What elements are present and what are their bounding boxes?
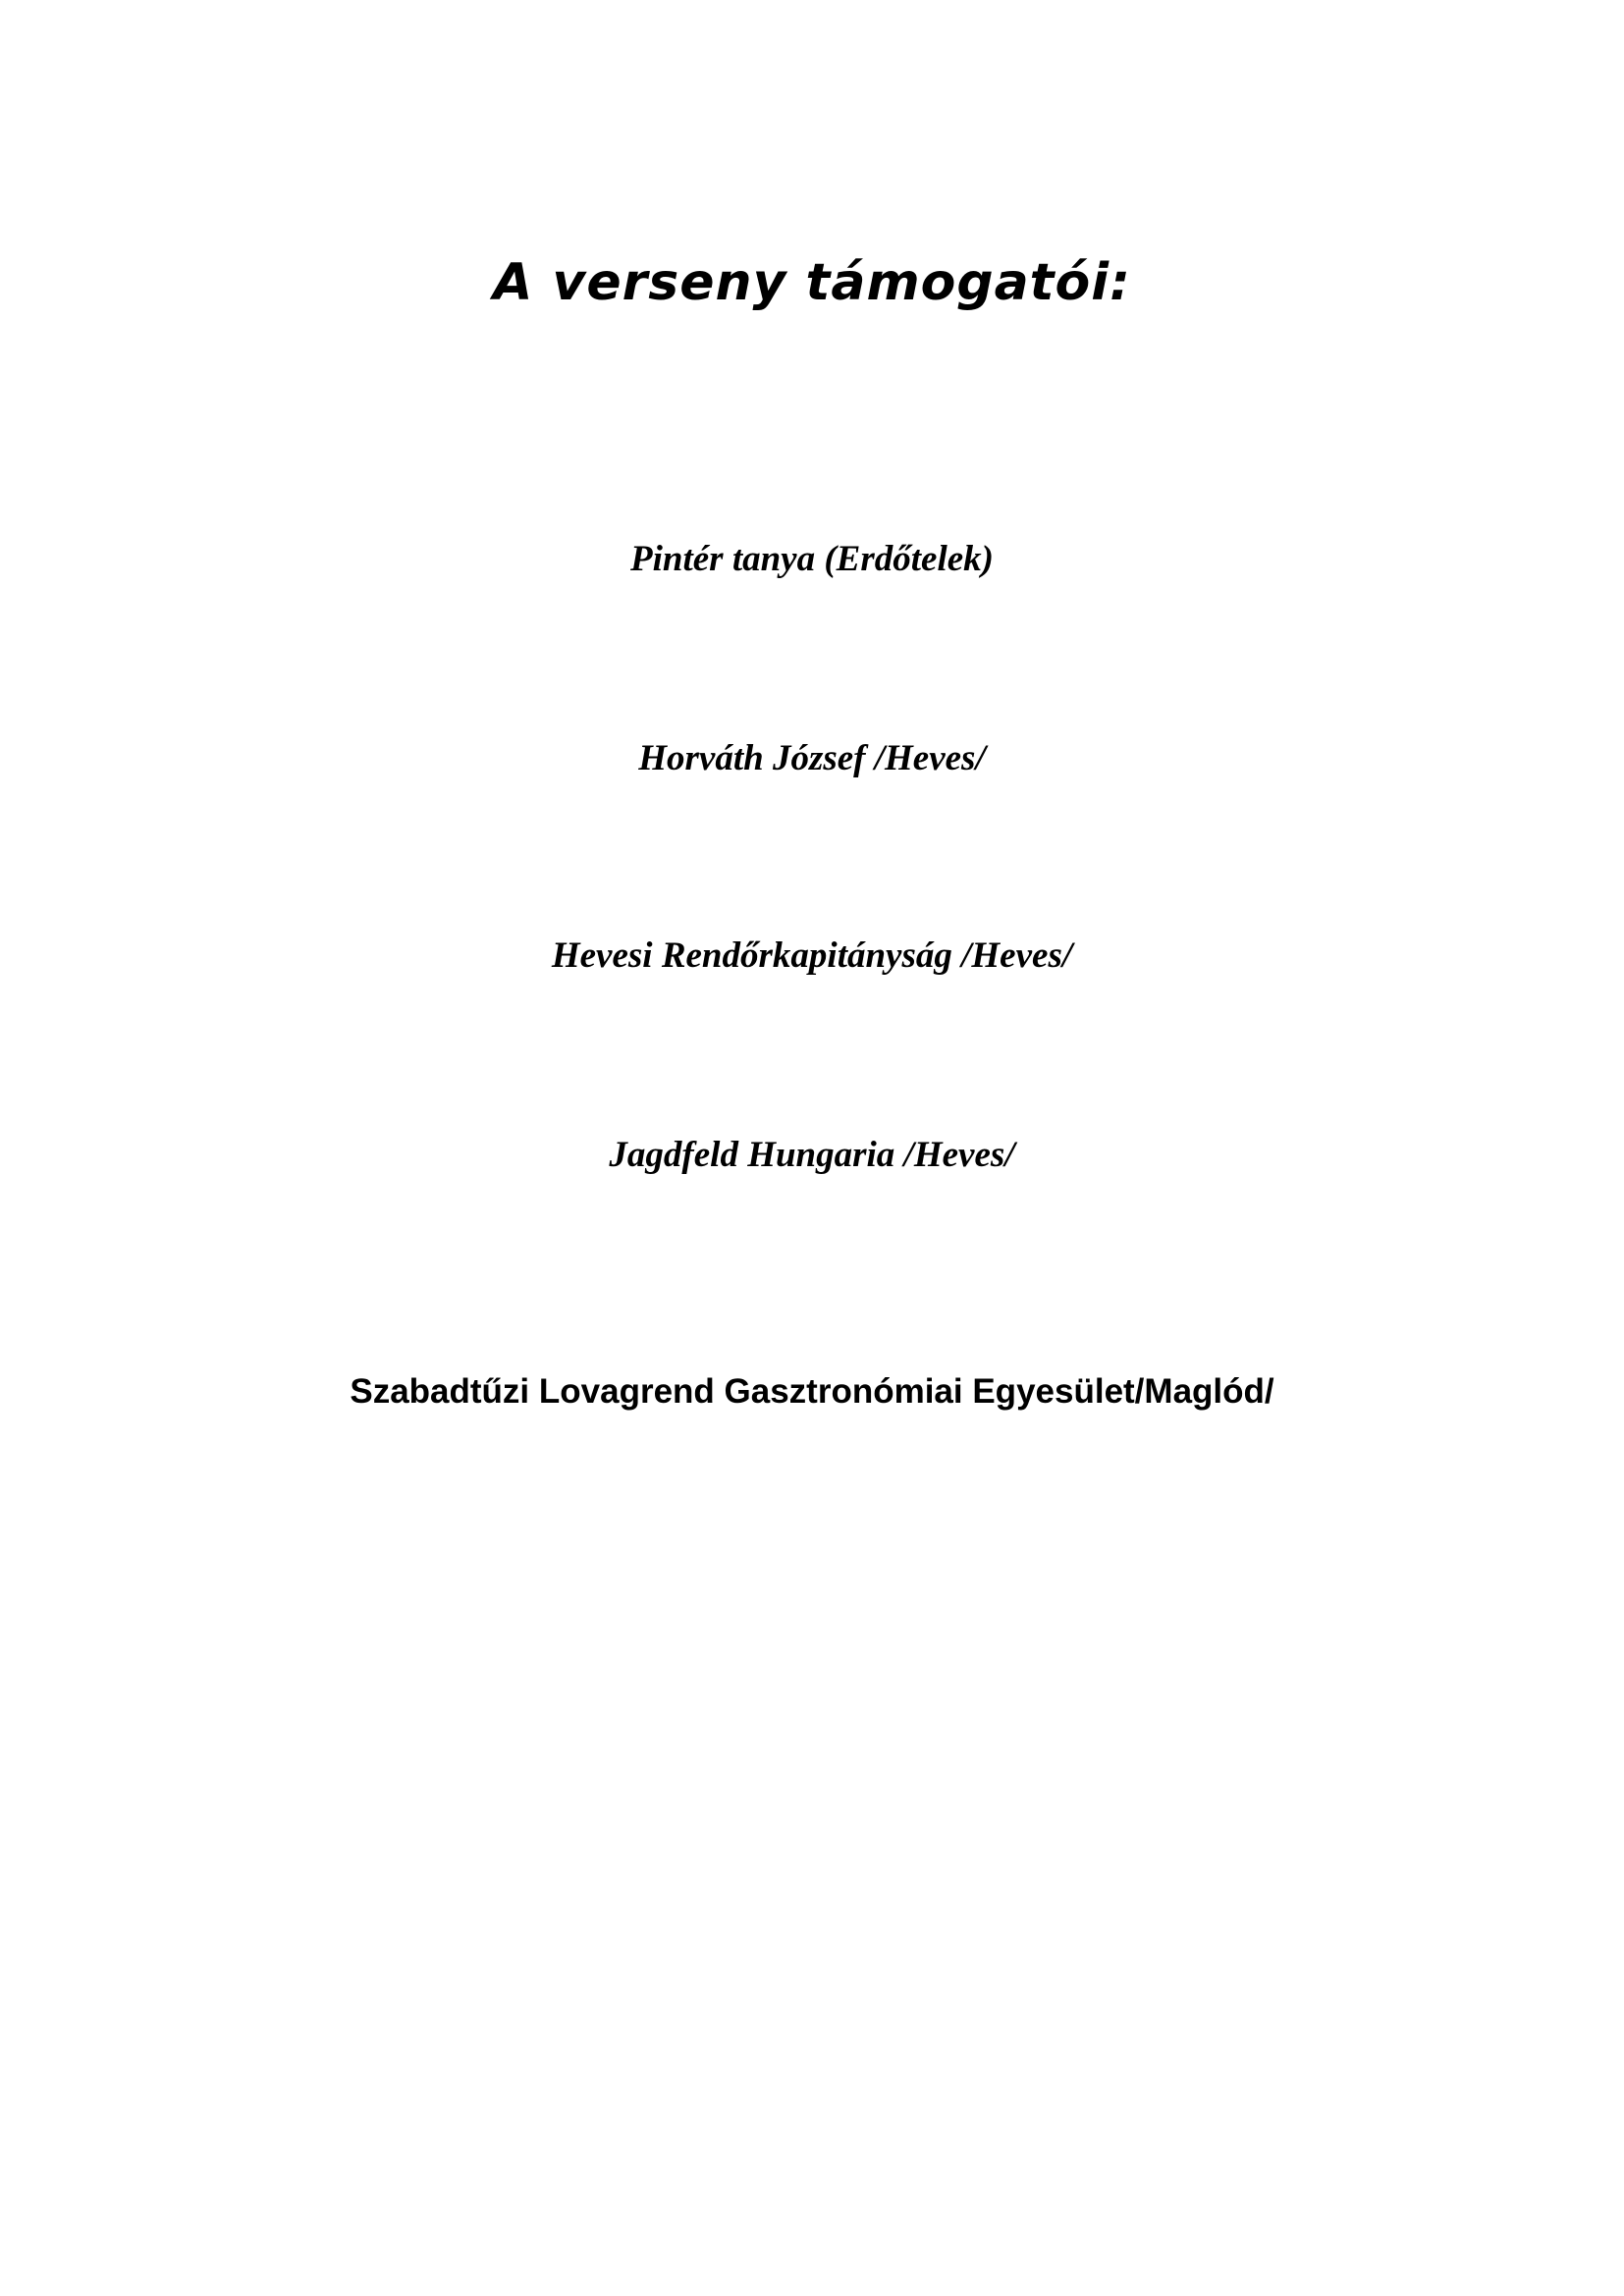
sponsor-item: Horváth József /Heves/ xyxy=(638,738,986,778)
sponsor-item: Hevesi Rendőrkapitányság /Heves/ xyxy=(551,935,1073,976)
sponsor-item: Szabadtűzi Lovagrend Gasztronómiai Egyesület/Maglód/ xyxy=(350,1372,1274,1411)
sponsor-item: Jagdfeld Hungaria /Heves/ xyxy=(609,1135,1015,1175)
page-title: A verseny támogatói: xyxy=(493,253,1131,312)
sponsor-item: Pintér tanya (Erdőtelek) xyxy=(630,539,994,579)
